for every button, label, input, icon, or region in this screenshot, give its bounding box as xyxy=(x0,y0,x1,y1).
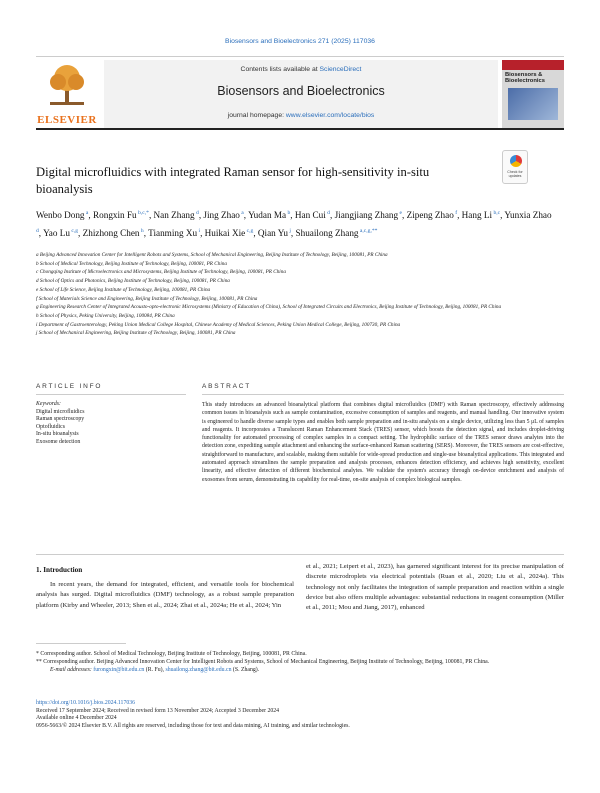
author-name[interactable]: Yao Lu xyxy=(43,228,70,239)
available-online: Available online 4 December 2024 xyxy=(36,715,117,722)
cover-band xyxy=(502,60,564,70)
author-affiliation-marker[interactable]: c,g xyxy=(69,228,79,235)
homepage-link[interactable]: www.elsevier.com/locate/bios xyxy=(285,112,375,119)
copyright-notice: 0956-5663/© 2024 Elsevier B.V. All rights are reserved, including those for text and data mining, AI training, and similar technologies. xyxy=(36,723,350,730)
author-name[interactable]: Jiangjiang Zhang xyxy=(334,210,399,221)
affiliation-item: a Beijing Advanced Innovation Center for Intelligent Robots and Systems, School of Mechanical Engineering, Beijing Institute of Technology, Beijing, 100081, PR China xyxy=(36,252,388,258)
email-who-zhang: (S. Zhang). xyxy=(231,667,260,674)
keyword-item: Exosome detection xyxy=(36,438,81,445)
author-name[interactable]: Zipeng Zhao xyxy=(406,210,454,221)
received-dates: Received 17 September 2024; Received in revised form 13 November 2024; Accepted 3 December 2024 xyxy=(36,707,280,714)
author-name[interactable]: Yunxia Zhao xyxy=(504,210,552,221)
abstract-text: This study introduces an advanced bioanalytical platform that combines digital microfluidics (DMF) with Raman spectroscopy, effectively addressing common issues in bioanalysis such as sample contamination, excessive consumption of samples and reagents, and manual handling. Our innovative system is engineered to handle diverse sample types and enables both sample preparation and in-situ analysis on a single device, utilizing less than 5 μL of samples and reagents. It incorporates a Translucent Raman Enhancement Stack (TRES) sensor, which boosts the detection signal, and includes droplet-driving functionality for automated processing of complex samples in a compact setting. The hydrophilic surface of the TRES sensor draws analytes into the detection zone, expediting sample attachment and enhancing the surface-enhanced Raman scattering (SERS). Moreover, the TRES sensors are cost-effective, straightforward to manufacture, and scalable, making them suitable for wide-spread production and single-use bioanalytical applications. This integrated and automated approach streamlines the sample preparation and analysis processes, enhances detection efficiency, and achieves high sensitivity, excellent linearity, and effective detection of different biochemical analytes. We validate the system's accuracy through on-device enrichment and analysis of exosomes from serum, demonstrating its capability for real-time, on-site analysis of complex biological samples. xyxy=(202,402,564,483)
intro-right-column: et al., 2021; Leipert et al., 2023), has garnered significant interest for its precise manipulation of discrete microdroplets via electrical potentials (Ruan et al., 2020; Liu et al., 2024a). This technology not only facilitates the integration of sample preparation and reaction within a single device but also offers multiple advantages: substantial reductions in reagent consumption (Miller et al., 2011; Mou and Jiang, 2017), enhanced xyxy=(306,563,564,612)
author-affiliation-marker[interactable]: a xyxy=(84,210,89,216)
author-name[interactable]: Nan Zhang xyxy=(153,210,195,221)
publisher-name: ELSEVIER xyxy=(37,114,97,126)
author-list: Wenbo Dong $^a$, Rongxin Fu $^{b,c,*}$, Nan Zhang $^d$, Jing Zhao $^a$, Yudan Ma $^b$, Han Cui $^d$, Jiangjiang Zhang $^e$, Zipeng Zhao $^f$, Hang Li $^{b,c}$, Yunxia Zhao $^d$, Yao Lu $^{c,g}$, Zhizhong Chen $^h$, Tianming Xu $^i$, Huikai Xie $^{c,g}$, Qian Yu $^j$, Shuailong Zhang $^{a,c,g,**}$ xyxy=(36,210,552,239)
affiliation-list xyxy=(36,252,556,339)
cover-title: Biosensors & Bioelectronics xyxy=(505,72,545,84)
affiliation-item: e School of Life Science, Beijing Institute of Technology, Beijing, 100081, PR China xyxy=(36,286,211,293)
sciencedirect-link[interactable]: ScienceDirect xyxy=(319,66,362,73)
author-name[interactable]: Hang Li xyxy=(461,210,493,221)
homepage-line xyxy=(104,112,498,119)
keywords-block xyxy=(36,401,186,447)
homepage-prefix: journal homepage: xyxy=(227,112,286,119)
article-info-divider xyxy=(36,394,186,395)
author-name[interactable]: Rongxin Fu xyxy=(93,210,137,221)
affiliation-item: j School of Mechanical Engineering, Beijing Institute of Technology, Beijing, 100081, PR China xyxy=(36,330,236,337)
keywords-label: Keywords: xyxy=(36,401,61,407)
author-affiliation-marker[interactable]: d xyxy=(36,228,39,235)
author-affiliation-marker[interactable]: j xyxy=(287,228,291,235)
keyword-item: In-situ bioanalysis xyxy=(36,431,79,438)
email-link-fu[interactable]: furongxin@bit.edu.cn xyxy=(93,667,145,674)
author-affiliation-marker[interactable]: a xyxy=(239,210,244,216)
affiliation-item: g Engineering Research Center of Integrated Acousto-opto-electronic Microsystems (Ministry of Education of China), School of Integrated Circuits and Electronics, Beijing Institute of Technology, Beijing, 100081, PR China xyxy=(36,304,502,311)
email-who-fu: (R. Fu), xyxy=(144,667,166,674)
introduction-heading: 1. Introduction xyxy=(36,566,83,574)
keyword-item: Digital microfluidics xyxy=(36,408,85,415)
journal-reference[interactable]: Biosensors and Bioelectronics 271 (2025) 117036 xyxy=(225,38,375,45)
author-name[interactable]: Yudan Ma xyxy=(248,210,287,221)
author-affiliation-marker[interactable]: h xyxy=(139,228,144,235)
author-name[interactable]: Qian Yu xyxy=(257,228,288,239)
author-affiliation-marker[interactable]: c,g xyxy=(245,228,254,235)
abstract-divider xyxy=(202,394,564,395)
author-affiliation-marker[interactable]: f xyxy=(453,210,458,216)
author-affiliation-marker[interactable]: i xyxy=(197,228,201,235)
email-line xyxy=(36,666,564,674)
email-label: E-mail addresses: xyxy=(50,667,94,674)
keyword-item: Optofluidics xyxy=(36,423,65,430)
journal-banner xyxy=(104,60,498,128)
footnote-divider xyxy=(36,643,126,644)
tree-icon xyxy=(44,62,90,106)
affiliation-item: c Chongqing Institute of Microelectronics and Microsystems, Beijing Institute of Technology, Beijing, 100081, PR China xyxy=(36,269,286,276)
corresponding-author-note-1: * Corresponding author. School of Medical Technology, Beijing Institute of Technology, Beijing, 100081, PR China. xyxy=(36,651,307,657)
contents-line xyxy=(104,66,498,73)
author-affiliation-marker[interactable]: d xyxy=(194,210,199,216)
updates-icon xyxy=(510,155,522,167)
intro-left-column: In recent years, the demand for integrated, efficient, and versatile tools for biochemical analysis has surged. Digital microfluidics (DMF) technology, as a robust sample preparation platform (Kirby and Wheeler, 2013; Shen et al., 2024; Zhai et al., 2024a; He et al., 2024; Yin xyxy=(36,581,294,609)
publication-info xyxy=(36,700,564,731)
corresponding-author-note-2: ** Corresponding author. Beijing Advanced Innovation Center for Intelligent Robots and Systems, School of Mechanical Engineering, Beijing Institute of Technology, Beijing, 100081, PR China. xyxy=(36,659,490,666)
author-name[interactable]: Shuailong Zhang xyxy=(295,228,359,239)
article-info-heading: ARTICLE INFO xyxy=(36,383,103,390)
contents-prefix: Contents lists available at xyxy=(240,66,320,73)
email-link-zhang[interactable]: shuailong.zhang@bit.edu.cn xyxy=(165,667,232,674)
elsevier-logo[interactable] xyxy=(36,60,98,128)
journal-title: Biosensors and Bioelectronics xyxy=(217,84,385,98)
footnotes xyxy=(36,650,564,674)
article-title: Digital microfluidics with integrated Raman sensor for high-sensitivity in-situ bioanalysis xyxy=(36,165,430,196)
abstract-bottom-divider xyxy=(36,554,564,555)
affiliation-item: i Department of Gastroenterology, Peking Union Medical College Hospital, Chinese Academy of Medical Sciences, Peking Union Medical College, Beijing, 100730, PR China xyxy=(36,321,401,328)
affiliation-item: b School of Medical Technology, Beijing Institute of Technology, Beijing, 100081, PR China xyxy=(36,260,227,267)
author-affiliation-marker[interactable]: d xyxy=(325,210,330,216)
author-name[interactable]: Han Cui xyxy=(294,210,326,221)
author-affiliation-marker[interactable]: e xyxy=(398,210,403,216)
author-affiliation-marker[interactable]: b,c xyxy=(492,210,501,216)
author-name[interactable]: Wenbo Dong xyxy=(36,210,85,221)
doi-link[interactable]: https://doi.org/10.1016/j.bios.2024.117036 xyxy=(36,700,136,706)
affiliation-item: f School of Materials Science and Engineering, Beijing Institute of Technology, Beijing, 100081, PR China xyxy=(36,295,258,302)
author-affiliation-marker[interactable]: a,c,g,** xyxy=(358,228,378,235)
journal-cover-thumbnail[interactable] xyxy=(502,60,564,128)
affiliation-item: d School of Optics and Photonics, Beijing Institute of Technology, Beijing, 100081, PR China xyxy=(36,278,230,285)
keyword-item: Raman spectroscopy xyxy=(36,416,85,423)
affiliation-item: h School of Physics, Peking University, Beijing, 100084, PR China xyxy=(36,312,175,319)
cover-image xyxy=(508,88,558,120)
check-for-updates-button[interactable] xyxy=(502,150,528,184)
author-name[interactable]: Huikai Xie xyxy=(204,228,246,239)
updates-label: Check for updates xyxy=(507,170,523,178)
author-affiliation-marker[interactable]: b,c,* xyxy=(136,210,149,216)
author-name[interactable]: Jing Zhao xyxy=(203,210,240,221)
author-name[interactable]: Zhizhong Chen xyxy=(82,228,140,239)
abstract-heading: ABSTRACT xyxy=(202,383,252,390)
author-name[interactable]: Tianming Xu xyxy=(148,228,198,239)
author-affiliation-marker[interactable]: b xyxy=(286,210,291,216)
